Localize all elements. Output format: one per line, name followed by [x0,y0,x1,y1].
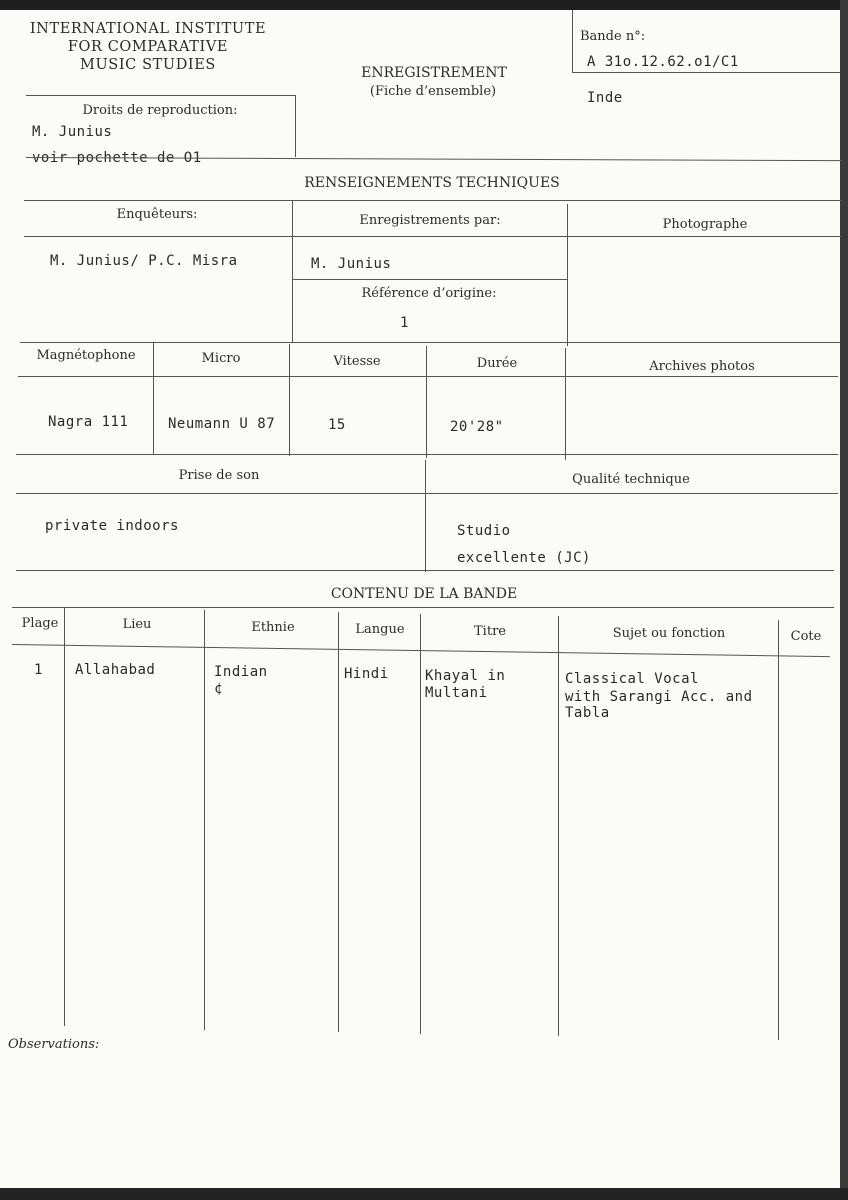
prise-label: Prise de son [178,468,260,483]
qualite-label: Qualité technique [572,472,690,487]
row-titre-2: Multani [425,685,488,701]
contenu-divider-1 [64,608,65,1026]
droits-top-line [26,95,296,96]
col-header-ethnie: Ethnie [251,620,295,635]
row-ethnie-mark: ¢ [214,681,223,697]
prise-value: private indoors [45,518,179,534]
equipment-divider-1 [153,342,154,454]
photographe-label: Photographe [662,217,748,232]
row-sujet-1: Classical Vocal [565,671,699,687]
prise-header-line [16,493,838,494]
micro-value: Neumann U 87 [168,416,276,432]
scan-edge-top [0,0,848,10]
tech-bottom-line [16,570,834,571]
contenu-divider-4 [420,614,421,1034]
observations-label: Observations: [8,1037,100,1052]
contenu-section-title: CONTENU DE LA BANDE [330,586,518,602]
contenu-divider-2 [204,610,205,1030]
row-titre-1: Khayal in [425,668,506,684]
col-header-langue: Langue [355,622,405,637]
contenu-divider-3 [338,612,339,1032]
enqueteurs-value: M. Junius/ P.C. Misra [50,253,238,269]
contenu-divider-6 [778,620,779,1040]
magnetophone-label: Magnétophone [36,348,136,363]
droits-value-2: voir pochette de O1 [32,150,202,166]
institute-line-2: FOR COMPARATIVE [67,39,229,55]
equipment-header-line [18,376,838,377]
duree-label: Durée [476,356,518,371]
col-header-sujet: Sujet ou fonction [612,626,726,641]
contenu-title-line [12,607,834,608]
enregistrements-value: M. Junius [311,256,392,272]
equipment-divider-4 [565,348,566,460]
tech-title-line [24,200,842,201]
bande-box-bottom [572,72,840,73]
droits-value-1: M. Junius [32,124,113,140]
tech-divider-1 [292,200,293,342]
droits-label: Droits de reproduction: [82,103,238,118]
equipment-divider-2 [289,344,290,456]
contenu-divider-5 [558,616,559,1036]
magnetophone-value: Nagra 111 [48,414,129,430]
col-header-lieu: Lieu [122,617,152,632]
reference-top-line [292,279,567,280]
form-title: ENREGISTREMENT [361,65,507,81]
micro-label: Micro [201,351,241,366]
row-langue: Hindi [344,666,389,682]
col-header-cote: Cote [790,629,822,644]
row-sujet-3: Tabla [565,705,610,721]
tech-section-title: RENSEIGNEMENTS TECHNIQUES [304,175,560,191]
duree-value: 20'28" [450,419,504,435]
qualite-value-1: Studio [457,523,511,539]
archives-label: Archives photos [649,359,755,374]
prise-divider [425,460,426,572]
equipment-top-line [20,342,840,343]
tech-divider-2 [567,204,568,346]
droits-right-line [295,95,296,157]
vitesse-value: 15 [328,417,346,433]
row-plage: 1 [34,662,43,678]
enregistrements-label: Enregistrements par: [359,213,501,228]
reference-label: Référence d’origine: [361,286,497,301]
col-header-plage: Plage [21,616,59,631]
equipment-divider-3 [426,346,427,458]
row-sujet-2: with Sarangi Acc. and [565,689,753,705]
tech-header-line [24,236,842,237]
col-header-titre: Titre [474,624,506,639]
bande-label: Bande n°: [580,29,646,44]
institute-line-3: MUSIC STUDIES [80,57,216,73]
enqueteurs-label: Enquêteurs: [116,207,198,222]
prise-top-line [16,454,838,455]
row-lieu: Allahabad [75,662,156,678]
row-ethnie: Indian [214,664,268,680]
institute-line-1: INTERNATIONAL INSTITUTE [29,21,267,37]
scan-edge-bottom [0,1188,848,1200]
bande-value: A 31o.12.62.o1/C1 [587,54,739,70]
country-value: Inde [587,90,623,106]
bande-box-left [572,10,573,72]
scan-edge-right [840,0,848,1200]
reference-value: 1 [400,315,409,331]
vitesse-label: Vitesse [333,354,381,369]
qualite-value-2: excellente (JC) [457,550,591,566]
form-subtitle: (Fiche d’ensemble) [369,84,497,99]
